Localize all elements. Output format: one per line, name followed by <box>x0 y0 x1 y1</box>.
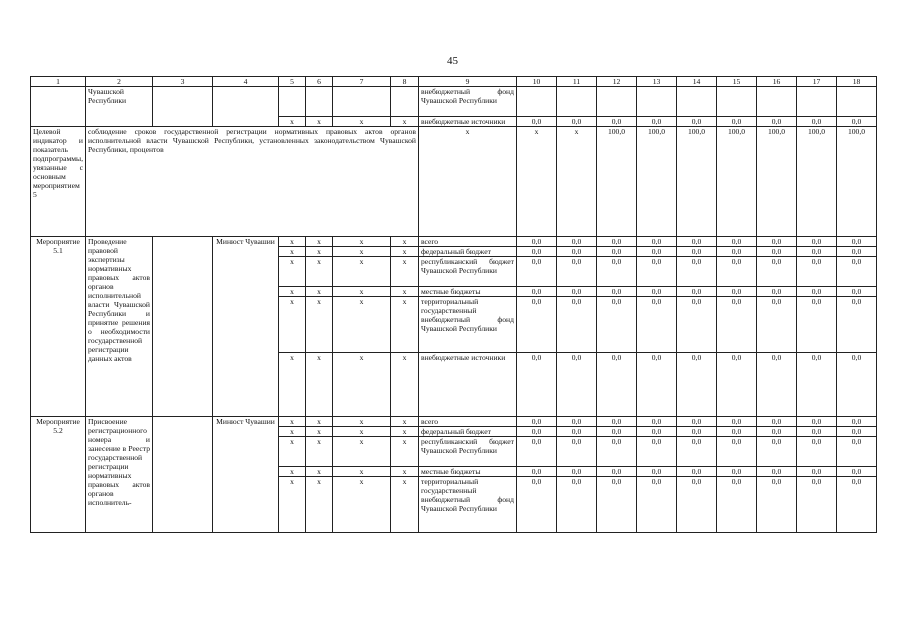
column-number-row <box>31 77 877 87</box>
column-number-cell: 8 <box>391 77 419 87</box>
indicator-value-cell: 100,0 <box>797 127 837 237</box>
year-value-cell: 0,0 <box>517 353 557 417</box>
year-value-cell: 0,0 <box>597 237 637 247</box>
year-value-cell: 0,0 <box>677 437 717 467</box>
column-number-cell: 2 <box>86 77 153 87</box>
x-mark-cell: х <box>306 353 333 417</box>
column-number-cell: 17 <box>797 77 837 87</box>
funding-source-cell: внебюджетные источники <box>419 353 517 417</box>
year-value-cell: 0,0 <box>717 247 757 257</box>
year-value-cell: 0,0 <box>557 437 597 467</box>
year-value-cell: 0,0 <box>797 237 837 247</box>
year-value-cell: 0,0 <box>597 427 637 437</box>
x-mark-cell: х <box>333 117 391 127</box>
measure-label-cell: Мероприятие 5.2 <box>31 417 86 533</box>
x-mark-cell: х <box>333 297 391 353</box>
year-value-cell: 0,0 <box>597 437 637 467</box>
x-mark-cell: х <box>279 247 306 257</box>
column-number-cell: 16 <box>757 77 797 87</box>
column-number-cell: 6 <box>306 77 333 87</box>
year-value-cell: 0,0 <box>677 287 717 297</box>
indicator-value-cell: 100,0 <box>597 127 637 237</box>
x-mark-cell: х <box>306 427 333 437</box>
year-value-cell: 0,0 <box>837 437 877 467</box>
year-value-cell: 0,0 <box>677 353 717 417</box>
year-value-cell: 0,0 <box>757 237 797 247</box>
year-value-cell: 0,0 <box>757 117 797 127</box>
year-value-cell: 0,0 <box>597 257 637 287</box>
indicator-label-cell: Целевой индикатор и показатель подпрограммы, увязанные с основным мероприятием 5 <box>31 127 86 237</box>
year-value-cell: 0,0 <box>717 237 757 247</box>
year-value-cell: 0,0 <box>757 477 797 533</box>
x-mark-cell: х <box>333 427 391 437</box>
year-value-cell: 0,0 <box>557 117 597 127</box>
year-value-cell <box>757 87 797 117</box>
year-value-cell: 0,0 <box>717 353 757 417</box>
year-value-cell: 0,0 <box>637 427 677 437</box>
x-mark-cell: х <box>391 467 419 477</box>
x-mark-cell: х <box>333 437 391 467</box>
year-value-cell: 0,0 <box>837 467 877 477</box>
funding-source-cell: всего <box>419 417 517 427</box>
year-value-cell: 0,0 <box>637 437 677 467</box>
column-number-cell: 13 <box>637 77 677 87</box>
year-value-cell: 0,0 <box>757 467 797 477</box>
page-number: 45 <box>447 55 458 67</box>
year-value-cell: 0,0 <box>517 287 557 297</box>
year-value-cell: 0,0 <box>837 297 877 353</box>
x-mark-cell: х <box>306 237 333 247</box>
year-value-cell: 0,0 <box>797 287 837 297</box>
year-value-cell: 0,0 <box>717 477 757 533</box>
year-value-cell: 0,0 <box>837 353 877 417</box>
year-value-cell: 0,0 <box>517 257 557 287</box>
x-mark-cell: х <box>306 247 333 257</box>
x-mark-cell: х <box>333 237 391 247</box>
column-number-cell: 18 <box>837 77 877 87</box>
year-value-cell: 0,0 <box>757 427 797 437</box>
column-number-cell: 3 <box>153 77 213 87</box>
year-value-cell: 0,0 <box>717 117 757 127</box>
funding-source-cell: внебюджетные источники <box>419 117 517 127</box>
year-value-cell: 0,0 <box>837 247 877 257</box>
year-value-cell: 0,0 <box>757 437 797 467</box>
x-mark-cell: х <box>391 237 419 247</box>
x-mark-cell: х <box>391 117 419 127</box>
indicator-x-cell: х <box>419 127 517 237</box>
year-value-cell: 0,0 <box>717 467 757 477</box>
year-value-cell: 0,0 <box>557 257 597 287</box>
year-value-cell: 0,0 <box>557 427 597 437</box>
funding-source-cell: внебюджетный фонд Чувашской Республики <box>419 87 517 117</box>
indicator-row <box>31 127 877 237</box>
column-number-cell: 10 <box>517 77 557 87</box>
funding-source-cell: территориальный государственный внебюджетный фонд Чувашской Республики <box>419 297 517 353</box>
table-row <box>31 87 877 117</box>
year-value-cell <box>797 87 837 117</box>
funding-source-cell: местные бюджеты <box>419 467 517 477</box>
executor-cell <box>153 237 213 417</box>
year-value-cell: 0,0 <box>757 417 797 427</box>
x-mark-cell: х <box>333 417 391 427</box>
year-value-cell: 0,0 <box>677 257 717 287</box>
year-value-cell: 0,0 <box>517 437 557 467</box>
year-value-cell: 0,0 <box>797 257 837 287</box>
x-mark-cell: х <box>333 257 391 287</box>
year-value-cell: 0,0 <box>637 417 677 427</box>
x-mark-cell: х <box>306 287 333 297</box>
year-value-cell: 0,0 <box>797 467 837 477</box>
year-value-cell: 0,0 <box>517 297 557 353</box>
x-mark-cell: х <box>279 437 306 467</box>
indicator-value-cell: 100,0 <box>717 127 757 237</box>
year-value-cell: 0,0 <box>517 417 557 427</box>
year-value-cell: 0,0 <box>557 417 597 427</box>
indicator-value-cell: х <box>557 127 597 237</box>
funding-source-cell: федеральный бюджет <box>419 247 517 257</box>
x-mark-cell: х <box>391 287 419 297</box>
x-mark-cell: х <box>279 287 306 297</box>
year-value-cell: 0,0 <box>717 297 757 353</box>
year-value-cell: 0,0 <box>837 287 877 297</box>
x-mark-cell: х <box>279 417 306 427</box>
measure-label-cell: Мероприятие 5.1 <box>31 237 86 417</box>
year-value-cell: 0,0 <box>677 247 717 257</box>
year-value-cell: 0,0 <box>797 297 837 353</box>
year-value-cell: 0,0 <box>597 247 637 257</box>
x-mark-cell: х <box>306 477 333 533</box>
funding-source-cell: республиканский бюджет Чувашской Республики <box>419 257 517 287</box>
year-value-cell: 0,0 <box>517 117 557 127</box>
responsible-cell: Минюст Чувашии <box>213 417 279 533</box>
year-value-cell: 0,0 <box>757 297 797 353</box>
table-body <box>31 77 877 533</box>
year-value-cell: 0,0 <box>837 427 877 437</box>
indicator-text-cell: соблюдение сроков государственной регистрации нормативных правовых актов органов исполнительной власти Чувашской Республики, установленных законодательством Чувашской Республики, процентов <box>86 127 419 237</box>
column-number-cell: 7 <box>333 77 391 87</box>
column-number-cell: 4 <box>213 77 279 87</box>
x-mark-cell: х <box>391 297 419 353</box>
column-number-cell: 5 <box>279 77 306 87</box>
year-value-cell: 0,0 <box>837 237 877 247</box>
x-mark-cell: х <box>391 427 419 437</box>
year-value-cell: 0,0 <box>557 237 597 247</box>
year-value-cell: 0,0 <box>677 427 717 437</box>
x-mark-cell: х <box>391 477 419 533</box>
year-value-cell: 0,0 <box>797 417 837 427</box>
indicator-value-cell: 100,0 <box>837 127 877 237</box>
funding-source-cell: территориальный государственный внебюджетный фонд Чувашской Республики <box>419 477 517 533</box>
measure-name-cell: Проведение правовой экспертизы нормативных правовых актов органов исполнительной власти Чувашской Республики и принятие решения о необходимости государственной регистрации данных актов <box>86 237 153 417</box>
year-value-cell: 0,0 <box>837 117 877 127</box>
x-mark-cell: х <box>391 353 419 417</box>
x-mark-cell: х <box>279 237 306 247</box>
x-mark-cell: х <box>333 477 391 533</box>
year-value-cell: 0,0 <box>597 477 637 533</box>
year-value-cell <box>677 87 717 117</box>
measure-name-cell: Присвоение регистрационного номера и занесение в Реестр государственной регистрации нормативных правовых актов органов исполнитель- <box>86 417 153 533</box>
year-value-cell: 0,0 <box>517 237 557 247</box>
year-value-cell: 0,0 <box>677 237 717 247</box>
year-value-cell: 0,0 <box>837 257 877 287</box>
x-mark-cell: х <box>306 417 333 427</box>
x-mark-cell: х <box>333 353 391 417</box>
year-value-cell: 0,0 <box>557 297 597 353</box>
funding-source-cell: федеральный бюджет <box>419 427 517 437</box>
x-mark-cell: х <box>333 247 391 257</box>
program-table <box>30 76 877 533</box>
x-mark-cell <box>279 87 306 117</box>
x-mark-cell: х <box>306 117 333 127</box>
indicator-value-cell: 100,0 <box>757 127 797 237</box>
year-value-cell: 0,0 <box>717 427 757 437</box>
column-number-cell: 1 <box>31 77 86 87</box>
year-value-cell <box>717 87 757 117</box>
x-mark-cell: х <box>391 247 419 257</box>
year-value-cell: 0,0 <box>597 417 637 427</box>
measure-name-cell: Чувашской Республики <box>86 87 153 127</box>
indicator-value-cell: 100,0 <box>677 127 717 237</box>
year-value-cell: 0,0 <box>597 353 637 417</box>
year-value-cell <box>837 87 877 117</box>
x-mark-cell: х <box>306 437 333 467</box>
year-value-cell: 0,0 <box>717 257 757 287</box>
x-mark-cell: х <box>279 427 306 437</box>
x-mark-cell <box>333 87 391 117</box>
x-mark-cell: х <box>391 437 419 467</box>
executor-cell <box>153 417 213 533</box>
year-value-cell: 0,0 <box>637 477 677 533</box>
year-value-cell: 0,0 <box>637 297 677 353</box>
year-value-cell: 0,0 <box>637 353 677 417</box>
year-value-cell: 0,0 <box>557 247 597 257</box>
x-mark-cell: х <box>333 467 391 477</box>
year-value-cell: 0,0 <box>757 257 797 287</box>
column-number-cell: 15 <box>717 77 757 87</box>
year-value-cell: 0,0 <box>677 477 717 533</box>
empty-cell <box>153 87 213 127</box>
year-value-cell: 0,0 <box>637 257 677 287</box>
x-mark-cell: х <box>279 353 306 417</box>
year-value-cell: 0,0 <box>557 287 597 297</box>
x-mark-cell <box>306 87 333 117</box>
column-number-cell: 14 <box>677 77 717 87</box>
year-value-cell <box>597 87 637 117</box>
x-mark-cell: х <box>279 257 306 287</box>
x-mark-cell: х <box>306 467 333 477</box>
year-value-cell: 0,0 <box>517 477 557 533</box>
empty-cell <box>31 87 86 127</box>
year-value-cell: 0,0 <box>517 427 557 437</box>
year-value-cell: 0,0 <box>717 417 757 427</box>
year-value-cell: 0,0 <box>837 477 877 533</box>
column-number-cell: 11 <box>557 77 597 87</box>
year-value-cell: 0,0 <box>717 287 757 297</box>
year-value-cell: 0,0 <box>517 247 557 257</box>
year-value-cell: 0,0 <box>797 437 837 467</box>
year-value-cell: 0,0 <box>677 417 717 427</box>
x-mark-cell: х <box>279 477 306 533</box>
x-mark-cell: х <box>279 117 306 127</box>
year-value-cell: 0,0 <box>597 117 637 127</box>
year-value-cell: 0,0 <box>757 247 797 257</box>
year-value-cell <box>517 87 557 117</box>
year-value-cell: 0,0 <box>637 117 677 127</box>
year-value-cell: 0,0 <box>797 427 837 437</box>
year-value-cell: 0,0 <box>517 467 557 477</box>
x-mark-cell: х <box>333 287 391 297</box>
x-mark-cell <box>391 87 419 117</box>
funding-source-cell: всего <box>419 237 517 247</box>
x-mark-cell: х <box>279 467 306 477</box>
year-value-cell: 0,0 <box>757 353 797 417</box>
year-value-cell: 0,0 <box>597 297 637 353</box>
year-value-cell: 0,0 <box>637 467 677 477</box>
x-mark-cell: х <box>306 257 333 287</box>
x-mark-cell: х <box>279 297 306 353</box>
year-value-cell: 0,0 <box>557 477 597 533</box>
year-value-cell: 0,0 <box>557 353 597 417</box>
year-value-cell: 0,0 <box>637 287 677 297</box>
year-value-cell: 0,0 <box>637 237 677 247</box>
funding-source-cell: местные бюджеты <box>419 287 517 297</box>
year-value-cell: 0,0 <box>797 477 837 533</box>
indicator-value-cell: х <box>517 127 557 237</box>
year-value-cell: 0,0 <box>797 117 837 127</box>
year-value-cell <box>557 87 597 117</box>
year-value-cell: 0,0 <box>797 353 837 417</box>
year-value-cell: 0,0 <box>597 287 637 297</box>
year-value-cell: 0,0 <box>797 247 837 257</box>
responsible-cell: Минюст Чувашии <box>213 237 279 417</box>
indicator-value-cell: 100,0 <box>637 127 677 237</box>
column-number-cell: 9 <box>419 77 517 87</box>
year-value-cell: 0,0 <box>677 467 717 477</box>
table-row <box>31 417 877 427</box>
funding-source-cell: республиканский бюджет Чувашской Республики <box>419 437 517 467</box>
empty-cell <box>213 87 279 127</box>
year-value-cell: 0,0 <box>637 247 677 257</box>
year-value-cell: 0,0 <box>837 417 877 427</box>
column-number-cell: 12 <box>597 77 637 87</box>
year-value-cell: 0,0 <box>677 117 717 127</box>
year-value-cell: 0,0 <box>557 467 597 477</box>
x-mark-cell: х <box>391 417 419 427</box>
year-value-cell: 0,0 <box>717 437 757 467</box>
year-value-cell: 0,0 <box>597 467 637 477</box>
year-value-cell <box>637 87 677 117</box>
table-row <box>31 237 877 247</box>
year-value-cell: 0,0 <box>677 297 717 353</box>
year-value-cell: 0,0 <box>757 287 797 297</box>
x-mark-cell: х <box>306 297 333 353</box>
x-mark-cell: х <box>391 257 419 287</box>
